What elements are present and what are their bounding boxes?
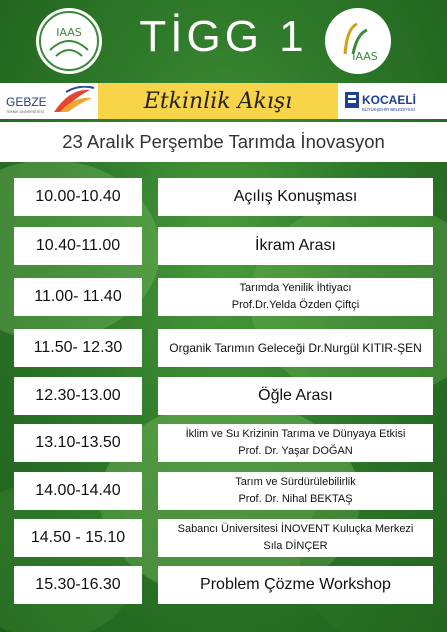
gebze-label: GEBZE: [6, 95, 47, 109]
iaas-logo-right: [325, 8, 391, 74]
session-time: 11.50- 12.30: [14, 329, 142, 367]
session-line: Sabancı Üniversitesi İNOVENT Kuluçka Merkezi: [177, 523, 414, 535]
session-line: Öğle Arası: [258, 387, 333, 404]
session-title: [158, 178, 433, 216]
left-logo-label: IAAS: [56, 26, 82, 39]
session-title: [158, 227, 433, 265]
session-line: Tarımda Yenilik İhtiyacı: [239, 282, 352, 294]
session-title: [158, 472, 433, 510]
iaas-logo-left: [36, 8, 102, 74]
schedule-row: [0, 329, 447, 369]
right-logo-label: IAAS: [352, 50, 378, 63]
schedule-row: [0, 178, 447, 218]
session-time: 11.00- 11.40: [14, 278, 142, 316]
schedule-row: [0, 227, 447, 267]
header: [0, 0, 447, 82]
session-speaker: Prof. Dr. Nihal BEKTAŞ: [238, 493, 353, 505]
session-line: Tarım ve Sürdürülebilirlik: [235, 476, 356, 488]
session-line: Organik Tarımın Geleceği Dr.Nurgül KITIR-ŞEN: [169, 341, 422, 355]
session-time: 15.30-16.30: [14, 566, 142, 604]
session-title: [158, 329, 433, 367]
schedule-row: [0, 566, 447, 606]
event-subtitle: 23 Aralık Perşembe Tarımda İnovasyon: [0, 122, 447, 162]
session-title: [158, 566, 433, 604]
schedule-row: [0, 377, 447, 417]
session-line: İklim ve Su Krizinin Tarıma ve Dünyaya Etkisi: [185, 428, 406, 440]
session-title: [158, 377, 433, 415]
banner: [0, 83, 447, 119]
schedule-row: [0, 519, 447, 559]
schedule-row: [0, 278, 447, 318]
session-time: 13.10-13.50: [14, 424, 142, 462]
gebze-sub-label: TEKNİK ÜNİVERSİTESİ: [6, 110, 44, 114]
session-title: [158, 424, 433, 462]
program-banner: Etkinlik Akışı: [98, 83, 338, 119]
session-title: [158, 519, 433, 557]
schedule-row: [0, 424, 447, 464]
session-time: 12.30-13.00: [14, 377, 142, 415]
kocaeli-label: KOCAELİ: [362, 93, 416, 107]
session-speaker: Sıla DİNÇER: [263, 540, 328, 552]
kocaeli-logo: [342, 86, 445, 116]
schedule-row: [0, 472, 447, 512]
session-line: İkram Arası: [255, 237, 336, 254]
session-time: 14.50 - 15.10: [14, 519, 142, 557]
session-speaker: Prof.Dr.Yelda Özden Çiftçi: [231, 299, 360, 311]
session-speaker: Prof. Dr. Yaşar DOĞAN: [238, 445, 353, 457]
session-time: 10.00-10.40: [14, 178, 142, 216]
session-title: [158, 278, 433, 316]
session-line: Problem Çözme Workshop: [200, 576, 391, 593]
kocaeli-sub-label: BÜYÜKŞEHİR BELEDİYESİ: [362, 107, 415, 112]
page-title: TİGG 1: [139, 12, 308, 61]
session-line: Açılış Konuşması: [233, 188, 358, 205]
session-time: 10.40-11.00: [14, 227, 142, 265]
gebze-logo: [4, 86, 96, 116]
session-time: 14.00-14.40: [14, 472, 142, 510]
